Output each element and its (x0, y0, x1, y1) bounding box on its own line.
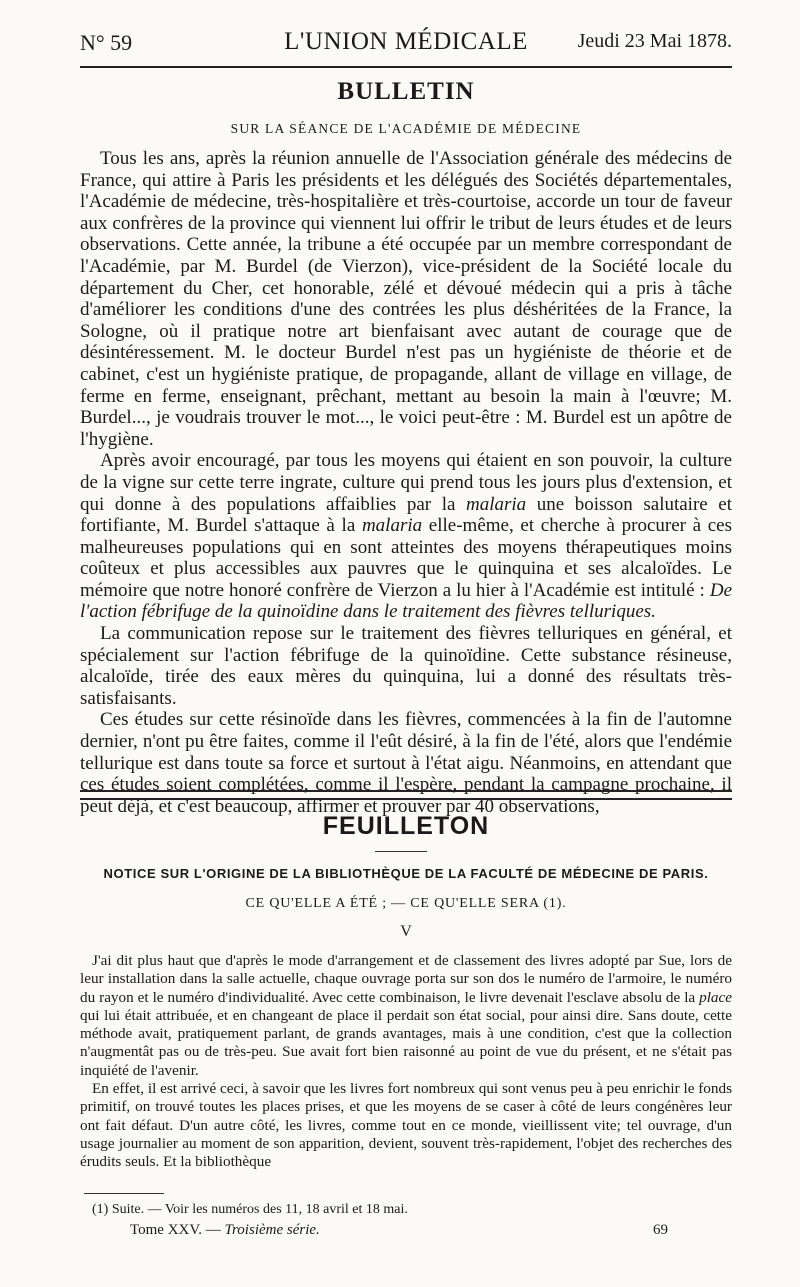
feuilleton-paragraph (80, 952, 732, 1080)
volume-label: Tome XXV. — (130, 1222, 225, 1238)
title-rule (375, 851, 427, 852)
italic-term: malaria (361, 515, 423, 537)
bulletin-paragraph: La communication repose sur le traitement des fièvres telluriques en général, et spécialement sur l'action fébrifuge de la quinoïdine. Cette substance résineuse, alcaloïde, tirée des eaux mères du quinquina, lui a donné des résultats très-satisfaisants. (80, 623, 732, 709)
feuilleton-paragraph: En effet, il est arrivé ceci, à savoir que les livres fort nombreux qui sont venus peu à peu enrichir le fonds primitif, on trouvé toutes les places prises, et que les moyens de se caser à côté de leurs congénères leur ont fait défaut. D'un autre côté, les livres, comme tout en ce monde, vieillissent vite; tel ouvrage, d'un usage journalier au moment de son apparition, devient, souvent très-rapidement, l'objet des recherches des érudits seuls. Et la bibliothèque (80, 1080, 732, 1171)
text-run: elle-même, et cherche à procurer à ces malheureuses populations qui en sont atteintes des moyens thérapeutiques moins coûteux et plus accessibles aux pauvres que le quinquina et ses alcaloïdes. Le mémoire que notre honoré confrère de Vierzon a lu hier à l'Académie est intitulé : (80, 515, 733, 601)
bulletin-subtitle: SUR LA SÉANCE DE L'ACADÉMIE DE MÉDECINE (230, 121, 582, 136)
text-run: une boisson salutaire et fortifiante, M. Burdel s'attaque à la (80, 493, 733, 537)
footnote-rule (84, 1193, 164, 1194)
italic-term: malaria (465, 493, 527, 515)
issue-number: N° 59 (80, 30, 133, 55)
page-footer (130, 1222, 732, 1242)
text-run: J'ai dit plus haut que d'après le mode d'arrangement et de classement des livres adopté par Sue, lors de leur installation dans la salle actuelle, chaque ouvrage porta sur son dos le numéro de l'armoire, le numéro du rayon et le numéro d'individualité. Avec cette combinaison, le livre devenait l'esclave absolu de la (80, 952, 732, 1006)
bulletin-paragraph: Ces études sur cette résinoïde dans les fièvres, commencées à la fin de l'automne dernier, n'ont pu être faites, comme il l'eût désiré, à la fin de l'été, alors que l'endémie tellurique est dans toute sa force et surtout à l'état aigu. Néanmoins, en attendant que ces études soient complétées, comme il l'espère, pendant la campagne prochaine, il peut déjà, et c'est beaucoup, affirmer et prouver par 40 observations, (80, 709, 732, 817)
section-divider (80, 790, 732, 800)
memoir-title: De l'action fébrifuge de la quinoïdine dans le traitement des fièvres telluriques. (80, 579, 732, 623)
series-label: Troisième série. (224, 1222, 320, 1238)
footnote: (1) Suite. — Voir les numéros des 11, 18 avril et 18 mai. (92, 1202, 408, 1217)
page-number: 69 (653, 1222, 668, 1238)
feuilleton-title: FEUILLETON (322, 812, 490, 840)
volume-series (130, 1222, 320, 1239)
text-run: qui lui était attribuée, et en changeant de place il perdait son état social, pour ainsi dire. Sans doute, cette méthode avait, pratiquement parlant, de grands avantages, mais à une condition, c'est que la collection n'augmentât pas ou de très-peu. Sue avait fort bien raisonné au point de vue du présent, et ne s'était pas inquiété de l'avenir. (80, 1006, 732, 1079)
journal-title: L'UNION MÉDICALE (284, 28, 528, 55)
bulletin-paragraph (80, 450, 732, 623)
notice-title: NOTICE SUR L'ORIGINE DE LA BIBLIOTHÈQUE DE LA FACULTÉ DE MÉDECINE DE PARIS. (103, 866, 709, 881)
bulletin-paragraph: Tous les ans, après la réunion annuelle de l'Association générale des médecins de France, qui attire à Paris les présidents et les délégués des Sociétés départementales, l'Académie de médecine, très-hospitalière et très-courtoise, accorde un tour de faveur aux confrères de la province qui viennent lui offrir le tribut de leurs études et de leurs observations. Cette année, la tribune a été occupée par un membre correspondant de l'Académie, par M. Burdel (de Vierzon), vice-président de la Société locale du département du Cher, cet honorable, zélé et dévoué médecin qui a pris à tâche d'améliorer les conditions d'une des contrées les plus déshéritées de la France, la Sologne, où il pratique notre art bienfaisant avec autant de courage que de désintéressement. M. le docteur Burdel n'est pas un hygiéniste de théorie et de cabinet, c'est un hygiéniste pratique, de propagande, allant de village en village, de ferme en ferme, enseignant, prêchant, mettant au besoin la main à l'œuvre; M. Burdel..., je voudrais trouver le mot..., le voici peut-être : M. Burdel est un apôtre de l'hygiène. (80, 148, 732, 450)
feuilleton-body (80, 952, 732, 1172)
bulletin-body (80, 148, 732, 817)
notice-subtitle: CE QU'ELLE A ÉTÉ ; — CE QU'ELLE SERA (1). (245, 896, 567, 911)
bulletin-title: BULLETIN (337, 78, 475, 105)
masthead (80, 28, 732, 60)
italic-term: place (699, 988, 732, 1006)
text-run: Après avoir encouragé, par tous les moyens qui étaient en son pouvoir, la culture de la vigne sur cette terre ingrate, culture qui prend tous les jours plus d'extension, et qui donne à des populations affaiblies par la (80, 450, 732, 515)
masthead-rule (80, 66, 732, 68)
issue-date: Jeudi 23 Mai 1878. (577, 30, 732, 52)
section-number: V (400, 923, 412, 940)
